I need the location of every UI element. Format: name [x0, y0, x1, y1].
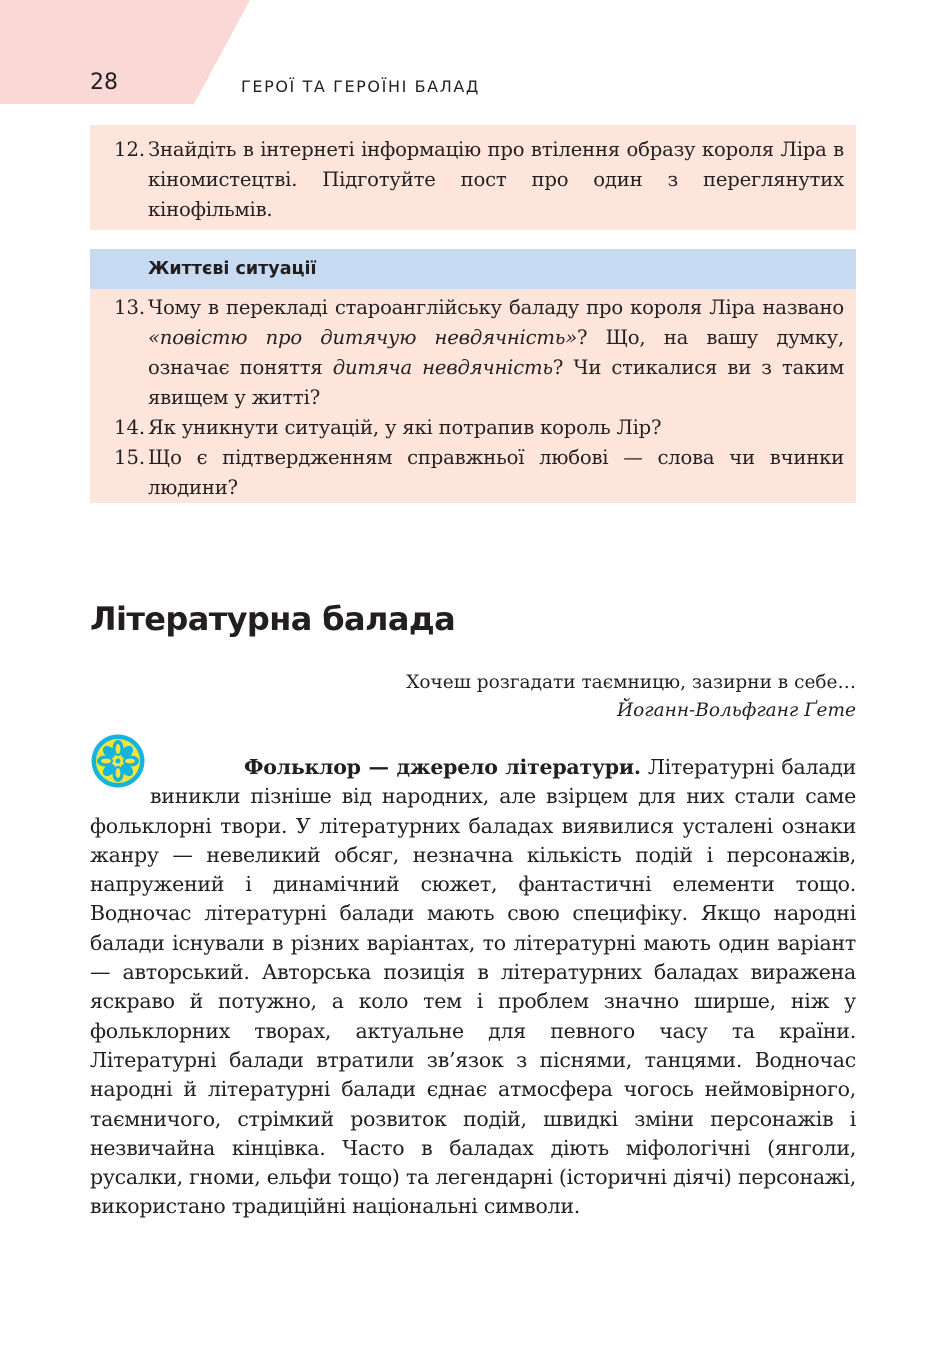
- running-title: ГЕРОЇ ТА ГЕРОЇНІ БАЛАД: [241, 77, 480, 96]
- page-number: 28: [90, 70, 118, 95]
- text-run: Чому в перекладі староанглійську баладу про короля Ліра названо: [148, 296, 844, 319]
- section-title: Літературна балада: [90, 600, 456, 638]
- box-heading: Життєві ситуації: [90, 249, 856, 289]
- task-box-creative: [90, 125, 856, 230]
- text-run: ? Чи стикалися ви з таким явищем у житті?: [148, 356, 845, 409]
- question-number: 14.: [114, 416, 146, 439]
- question-14: [90, 413, 856, 443]
- paragraph-text: Літературні балади виникли пізніше від народних, але взірцем для них стали саме фольклорні твори. У літературних баладах виявилися усталені ознаки жанру — невеликий обсяг, незначна кількість подій і персонажів, напружений і динамічний сюжет, фантастичні елементи тощо. Водночас літературні балади мають свою специфіку. Якщо народні балади існували в різних варіантах, то літературні мають один варіант — авторський. Авторська позиція в літературних баладах виражена яскраво й потужно, а коло тем і проблем значно ширше, ніж у фольклорних творах, актуальне для певного часу та країни. Літературні балади втратили зв’язок з піснями, танцями. Водночас народні й літературні балади єднає атмосфера чогось неймовірного, таємничого, стрімкий розвиток подій, швидкі зміни персонажів і незвичайна кінцівка. Часто в баладах діють міфологічні (янголи, русалки, гноми, ельфи тощо) та легендарні (історичні діячі) персонажі, використано традиційні національні символи.: [90, 755, 857, 1219]
- italic-term: «повістю про дитячую невдячність»: [148, 326, 578, 349]
- italic-term: дитяча невдячність: [332, 356, 553, 379]
- question-list: [90, 289, 856, 503]
- epigraph-quote: Хочеш розгадати таємницю, зазирни в себе…: [406, 672, 856, 693]
- question-number: 12.: [114, 138, 146, 161]
- question-15: [90, 443, 856, 503]
- question-number: 15.: [114, 446, 146, 469]
- body-paragraph: [90, 753, 856, 1222]
- text-run: ? Що, на вашу думку, означає поняття: [148, 326, 844, 379]
- task-box-life-situations: [90, 249, 856, 503]
- question-number: 13.: [114, 296, 146, 319]
- epigraph-author: Йоганн-Вольфганг Ґете: [616, 700, 856, 721]
- question-text: Знайдіть в інтернеті інформацію про втілення образу короля Ліра в кіномистецтві. Підготуйте пост про один з переглянутих кінофільмів.: [148, 138, 844, 221]
- epigraph: [406, 669, 856, 725]
- question-13: [90, 293, 856, 413]
- corner-decoration: [0, 0, 250, 104]
- question-text: Що є підтвердженням справжньої любові — слова чи вчинки людини?: [148, 446, 844, 499]
- question-12: [90, 135, 856, 225]
- badge-clearance: [90, 753, 150, 811]
- question-text: Як уникнути ситуацій, у які потрапив король Лір?: [148, 416, 662, 439]
- question-text: [148, 293, 844, 413]
- paragraph-lead: Фольклор — джерело літератури.: [244, 755, 641, 779]
